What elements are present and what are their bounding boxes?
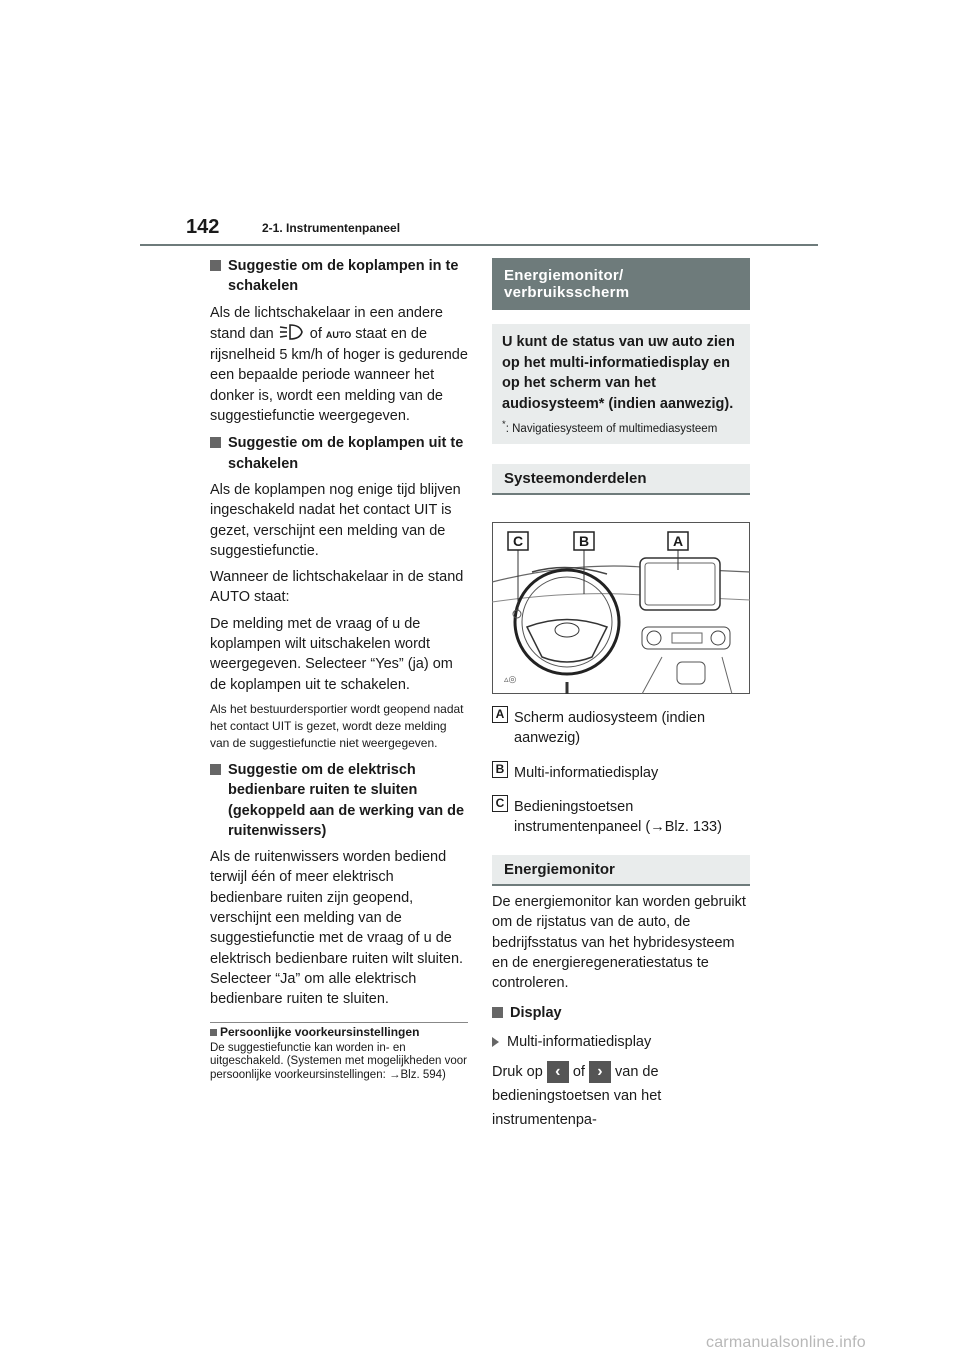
para-headlight-on: Als de lichtschakelaar in een andere stand dan of AUTO staat en de rijsnelheid 5 km/h of hoger is gedurende een bepaalde periode wanneer het donker is, wordt een melding van de suggestiefunctie weergegeven. xyxy=(210,304,468,425)
intro-box xyxy=(492,324,750,444)
left-column xyxy=(210,256,468,1010)
para-windows: Als de ruitenwissers worden bediend terwijl één of meer elektrisch bedienbare ruiten zijn geopend, verschijnt een melding van de suggestiefunctie met de vraag of u de elektrisch bedienbare ruiten wilt sluiten. Selecteer “Ja” om alle elektrisch bedienbare ruiten te sluiten. xyxy=(210,849,464,1008)
para-message: De melding met de vraag of u de koplampen wilt uitschakelen wordt weergegeven. Selecteer “Yes” (ja) om de koplampen uit te schakelen. xyxy=(210,615,453,693)
heading-headlight-off: Suggestie om de koplampen uit te schakelen xyxy=(210,433,468,474)
square-bullet-icon xyxy=(210,1029,217,1036)
label-a: A xyxy=(492,706,508,723)
callout-b: B xyxy=(578,533,590,549)
square-bullet-icon xyxy=(210,260,221,271)
para-personal-settings: De suggestiefunctie kan worden in- en uitgeschakeld. (Systemen met mogelijkheden voor persoonlijke voorkeursinstellingen: →Blz. 594) xyxy=(210,1041,467,1081)
auto-symbol-icon: AUTO xyxy=(325,329,352,340)
list-item: A Scherm audiosysteem (indien aanwezig) xyxy=(492,706,750,749)
square-bullet-icon xyxy=(210,437,221,448)
energy-body xyxy=(492,892,750,1132)
watermark: carmanualsonline.info xyxy=(706,1334,866,1351)
system-components-heading: Systeemonderdelen xyxy=(492,464,750,495)
header-rule xyxy=(140,244,818,246)
label-b: B xyxy=(492,761,508,778)
chevron-left-icon: ‹ xyxy=(547,1061,569,1083)
energy-monitor-title-box: Energiemonitor/ verbruiksscherm xyxy=(492,258,750,310)
component-list xyxy=(492,706,750,837)
heading-display: Display xyxy=(492,1003,750,1023)
right-column xyxy=(492,258,750,495)
callout-c: C xyxy=(512,533,524,549)
section-title: 2-1. Instrumentenpaneel xyxy=(262,221,401,235)
para-headlight-off: Als de koplampen nog enige tijd blijven ingeschakeld nadat het contact UIT is gezet, verschijnt een melding van de suggestiefunctie. xyxy=(210,481,461,559)
square-bullet-icon xyxy=(210,764,221,775)
label-c: C xyxy=(492,795,508,812)
left-footer xyxy=(210,1026,468,1082)
triangle-bullet-icon xyxy=(492,1037,499,1047)
dashboard-illustration xyxy=(492,522,750,694)
energy-para: De energiemonitor kan worden gebruikt om de rijstatus van de auto, de bedrijfsstatus van het hybridesysteem en de energieregeneratiestatus te controleren. xyxy=(492,894,746,992)
page-number: 142 xyxy=(186,216,220,238)
mid-item: Multi-informatiedisplay xyxy=(492,1032,750,1052)
chevron-right-icon: › xyxy=(589,1061,611,1083)
intro-text: U kunt de status van uw auto zien op het multi-informatiedisplay en op het scherm van het audiosysteem* (indien aanwezig). xyxy=(502,334,735,412)
square-bullet-icon xyxy=(492,1007,503,1018)
heading-headlight-on: Suggestie om de koplampen in te schakelen xyxy=(210,256,468,297)
energy-section xyxy=(492,855,750,886)
press-instruction: Druk op ‹ of › van de bedieningstoetsen van het instrumentenpa- xyxy=(492,1063,662,1129)
para-auto-mode: Wanneer de lichtschakelaar in de stand AUTO staat: xyxy=(210,569,464,606)
headlight-symbol-icon xyxy=(278,323,306,341)
energy-monitor-heading: Energiemonitor xyxy=(492,855,750,886)
footer-rule xyxy=(210,1022,468,1023)
list-item: C Bedieningstoetsen instrumentenpaneel (→Blz. 133) xyxy=(492,795,750,838)
list-item: B Multi-informatiedisplay xyxy=(492,761,750,783)
note-driver-door: Als het bestuurdersportier wordt geopend nadat het contact UIT is gezet, wordt deze melding van de suggestiefunctie niet weergegeven. xyxy=(210,701,464,750)
footnote: *: Navigatiesysteem of multimediasysteem xyxy=(502,419,718,435)
svg-text:▵◎: ▵◎ xyxy=(504,675,517,685)
heading-windows: Suggestie om de elektrisch bedienbare ruiten te sluiten (gekoppeld aan de werking van de ruitenwissers) xyxy=(210,760,468,841)
callout-a: A xyxy=(672,533,684,549)
heading-personal-settings: Persoonlijke voorkeursinstellingen xyxy=(210,1026,468,1040)
